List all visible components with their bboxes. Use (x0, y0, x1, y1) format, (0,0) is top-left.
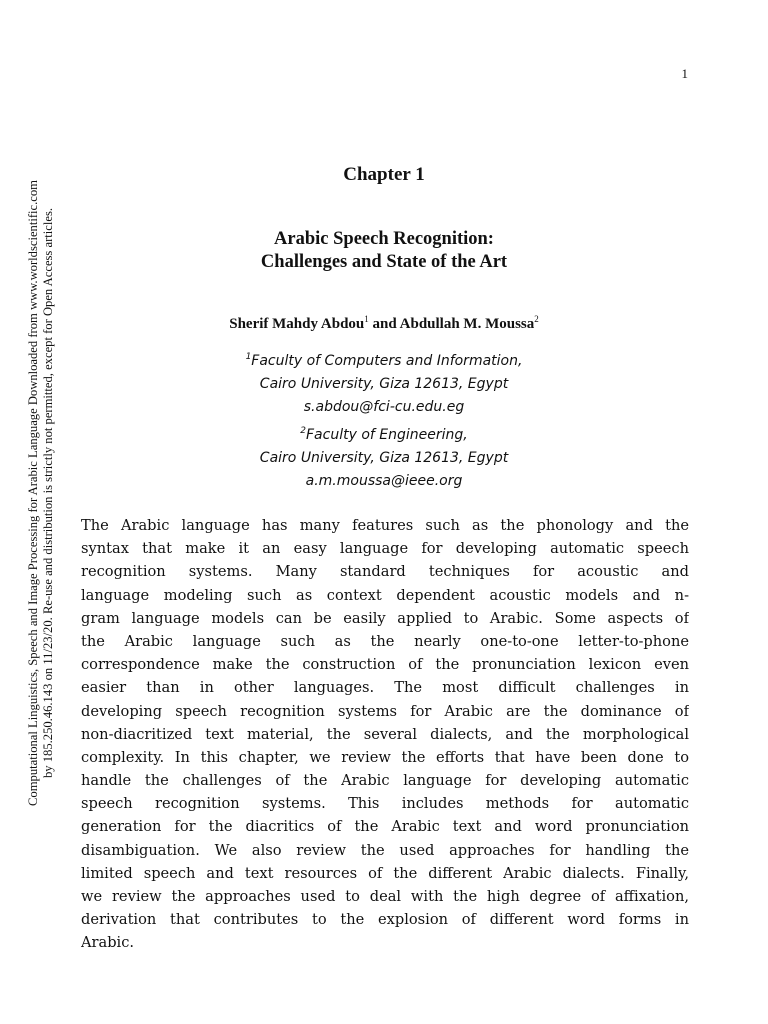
abstract-line: correspondence make the construction of the pronunciation lexicon even (81, 656, 689, 674)
affiliation-line (0, 447, 768, 470)
affiliation-text: s.abdou@fci-cu.edu.eg (303, 399, 465, 416)
abstract-line: recognition systems. Many standard techniques for acoustic and (81, 563, 689, 581)
affiliation-line (0, 470, 768, 493)
affiliation-mark: 1 (245, 352, 252, 362)
affiliation-line (0, 346, 768, 373)
abstract-line: handle the challenges of the Arabic language for developing automatic (81, 772, 689, 790)
page-number: 1 (681, 66, 688, 81)
abstract-line: language modeling such as context dependent acoustic models and n- (81, 586, 689, 604)
affiliation-line (0, 373, 768, 396)
abstract-line: derivation that contributes to the explosion of different word forms in (81, 911, 689, 929)
abstract-line: limited speech and text resources of the different Arabic dialects. Finally, (81, 864, 689, 882)
affiliation-text: a.m.moussa@ieee.org (305, 473, 463, 490)
chapter-title (0, 228, 768, 274)
abstract-line: The Arabic language has many features such as the phonology and the (81, 517, 689, 534)
chapter-title-line-1: Arabic Speech Recognition: (274, 229, 494, 249)
abstract-line: we review the approaches used to deal with the high degree of affixation, (81, 888, 689, 905)
abstract-line: developing speech recognition systems for Arabic are the dominance of (81, 702, 689, 720)
affiliation-text: Faculty of Engineering, (306, 426, 468, 443)
chapter-heading: Chapter 1 (343, 164, 425, 185)
author-1-affiliation-mark: 1 (364, 314, 369, 324)
affiliations-block (0, 346, 768, 493)
author-2-name: Abdullah M. Moussa (399, 316, 535, 332)
abstract-line: speech recognition systems. This includes methods for automatic (81, 795, 689, 813)
author-1-name: Sherif Mahdy Abdou (229, 316, 365, 332)
author-line (0, 314, 768, 333)
side-notice-line-2: by 185.250.46.143 on 11/23/20. Re-use and distribution is strictly not permitted, except for Open Access articles. (40, 208, 55, 778)
author-2-affiliation-mark: 2 (534, 314, 539, 324)
side-notice-line-1: Computational Linguistics, Speech and Image Processing for Arabic Language Downloaded from www.worldscientific.com (26, 180, 40, 806)
affiliation-text: Cairo University, Giza 12613, Egypt (259, 449, 509, 466)
chapter-title-line-2: Challenges and State of the Art (260, 252, 508, 272)
abstract-line: non-diacritized text material, the several dialects, and the morphological (81, 725, 689, 743)
abstract-line: complexity. In this chapter, we review the efforts that have been done to (81, 748, 689, 766)
abstract-line: gram language models can be easily applied to Arabic. Some aspects of (81, 609, 689, 627)
affiliation-mark: 2 (300, 425, 306, 436)
abstract-line: the Arabic language such as the nearly one-to-one letter-to-phone (81, 632, 689, 650)
affiliation-line (0, 420, 768, 447)
abstract-line: easier than in other languages. The most difficult challenges in (81, 679, 689, 697)
abstract-paragraph (81, 514, 689, 955)
affiliation-text: Faculty of Computers and Information, (251, 353, 523, 369)
author-separator: and (368, 316, 400, 332)
affiliation-line (0, 396, 768, 419)
abstract-line: Arabic. (81, 934, 135, 952)
abstract-line: generation for the diacritics of the Arabic text and word pronunciation (81, 818, 689, 836)
affiliation-text: Cairo University, Giza 12613, Egypt (259, 376, 509, 393)
abstract-line: disambiguation. We also review the used approaches for handling the (81, 841, 689, 859)
abstract-line: syntax that make it an easy language for developing automatic speech (81, 540, 689, 558)
